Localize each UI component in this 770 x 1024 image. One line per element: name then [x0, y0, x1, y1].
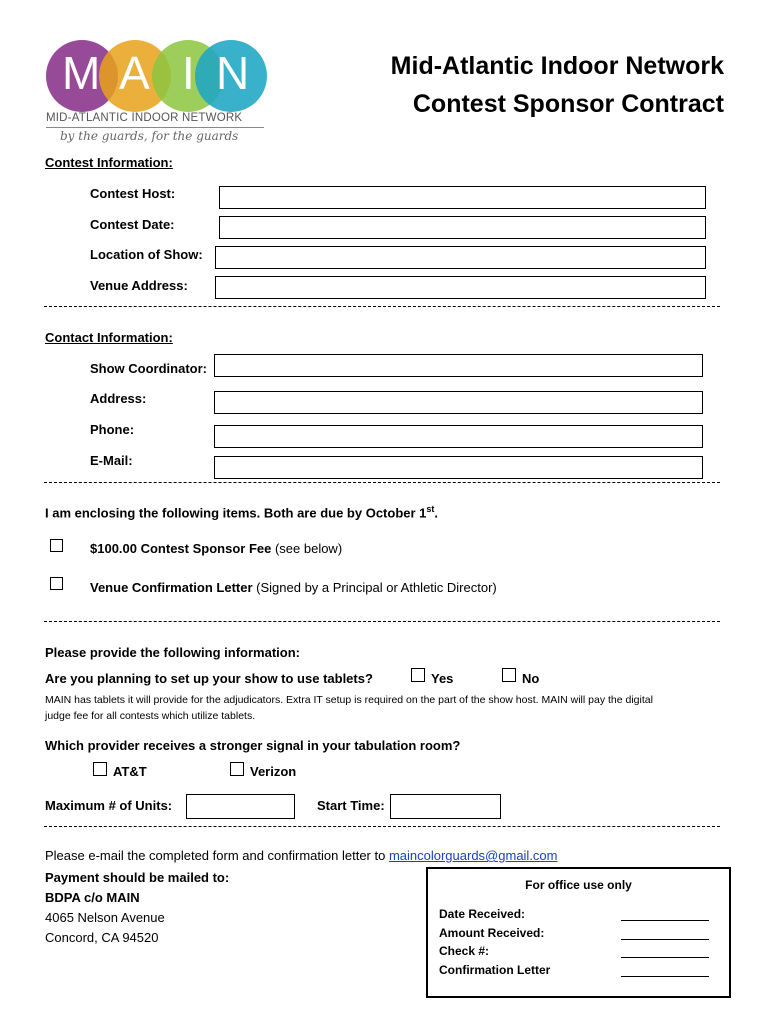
office-title: For office use only — [525, 878, 632, 892]
office-check-line — [621, 957, 709, 958]
office-confirmation-line — [621, 976, 709, 977]
email-field[interactable] — [214, 456, 703, 479]
mail-org: BDPA c/o MAIN — [45, 890, 140, 905]
address-label: Address: — [90, 391, 147, 406]
page-title-line1: Mid-Atlantic Indoor Network — [390, 52, 724, 80]
office-date-label: Date Received: — [439, 907, 526, 921]
start-time-field[interactable] — [390, 794, 501, 819]
enclosing-statement — [45, 504, 438, 520]
mail-street: 4065 Nelson Avenue — [45, 910, 165, 925]
email-instruction — [45, 848, 558, 863]
logo-letter-n: N — [216, 47, 250, 99]
office-date-line — [621, 920, 709, 921]
tablets-no-checkbox[interactable] — [502, 668, 516, 682]
logo-letter-a: A — [119, 47, 150, 99]
fee-checkbox[interactable] — [50, 539, 63, 552]
divider — [44, 826, 720, 827]
enclosing-text: I am enclosing the following items. Both are due by October 1 — [45, 505, 427, 521]
phone-label: Phone: — [90, 422, 135, 437]
att-checkbox[interactable] — [93, 762, 107, 776]
contest-date-field[interactable] — [219, 216, 706, 239]
mail-heading: Payment should be mailed to: — [45, 870, 230, 885]
verizon-checkbox[interactable] — [230, 762, 244, 776]
logo-letters — [44, 46, 269, 106]
logo-letter-i: I — [182, 47, 195, 99]
provider-question: Which provider receives a stronger signal in your tabulation room? — [45, 738, 461, 753]
start-time-label: Start Time: — [317, 798, 385, 813]
location-label: Location of Show: — [90, 247, 203, 262]
tablets-yes-label: Yes — [431, 671, 454, 686]
venue-address-field[interactable] — [215, 276, 706, 299]
fee-item-bold: $100.00 Contest Sponsor Fee — [90, 541, 272, 556]
divider — [44, 306, 720, 307]
contact-info-heading: Contact Information: — [45, 330, 173, 345]
office-amount-label: Amount Received: — [439, 926, 545, 940]
tablets-question: Are you planning to set up your show to use tablets? — [45, 671, 373, 686]
tablets-note-line1: MAIN has tablets it will provide for the adjudicators. Extra IT setup is required on the part of the show host. MAIN will pay the digital — [45, 694, 653, 706]
logo-underline — [46, 127, 264, 128]
tablets-no-label: No — [522, 671, 540, 686]
email-link[interactable]: maincolorguards@gmail.com — [388, 848, 558, 863]
max-units-field[interactable] — [186, 794, 295, 819]
contest-info-heading: Contest Information: — [45, 155, 173, 170]
divider — [44, 621, 720, 622]
enclosing-end: . — [434, 505, 439, 521]
contest-host-label: Contest Host: — [90, 186, 176, 201]
page-title-line2: Contest Sponsor Contract — [412, 90, 724, 118]
letter-item — [90, 580, 497, 595]
letter-item-bold: Venue Confirmation Letter — [90, 580, 253, 595]
venue-address-label: Venue Address: — [90, 278, 188, 293]
coordinator-label: Show Coordinator: — [90, 361, 207, 376]
logo-network-text: MID-ATLANTIC INDOOR NETWORK — [46, 112, 243, 124]
address-field[interactable] — [214, 391, 703, 414]
logo-tagline: by the guards, for the guards — [60, 129, 239, 143]
logo-letter-m: M — [62, 47, 101, 99]
location-field[interactable] — [215, 246, 706, 269]
contest-host-field[interactable] — [219, 186, 706, 209]
email-label: E-Mail: — [90, 453, 133, 468]
office-confirmation-label: Confirmation Letter — [439, 963, 551, 977]
phone-field[interactable] — [214, 425, 703, 448]
office-use-box — [426, 867, 731, 998]
contest-date-label: Contest Date: — [90, 217, 175, 232]
coordinator-field[interactable] — [214, 354, 703, 377]
verizon-label: Verizon — [250, 764, 297, 779]
letter-checkbox[interactable] — [50, 577, 63, 590]
office-check-label: Check #: — [439, 944, 490, 958]
info-heading: Please provide the following information: — [45, 645, 300, 660]
letter-item-rest: (Signed by a Principal or Athletic Director) — [252, 580, 497, 595]
main-logo — [44, 38, 269, 148]
att-label: AT&T — [113, 764, 147, 779]
mail-city: Concord, CA 94520 — [45, 930, 159, 945]
email-instruction-text: Please e-mail the completed form and confirmation letter to — [45, 848, 389, 863]
tablets-yes-checkbox[interactable] — [411, 668, 425, 682]
fee-item-rest: (see below) — [271, 541, 343, 556]
fee-item — [90, 541, 342, 556]
tablets-note-line2: judge fee for all contests which utilize tablets. — [45, 710, 256, 722]
divider — [44, 482, 720, 483]
enclosing-sup: st — [426, 504, 435, 514]
office-amount-line — [621, 939, 709, 940]
max-units-label: Maximum # of Units: — [45, 798, 173, 813]
